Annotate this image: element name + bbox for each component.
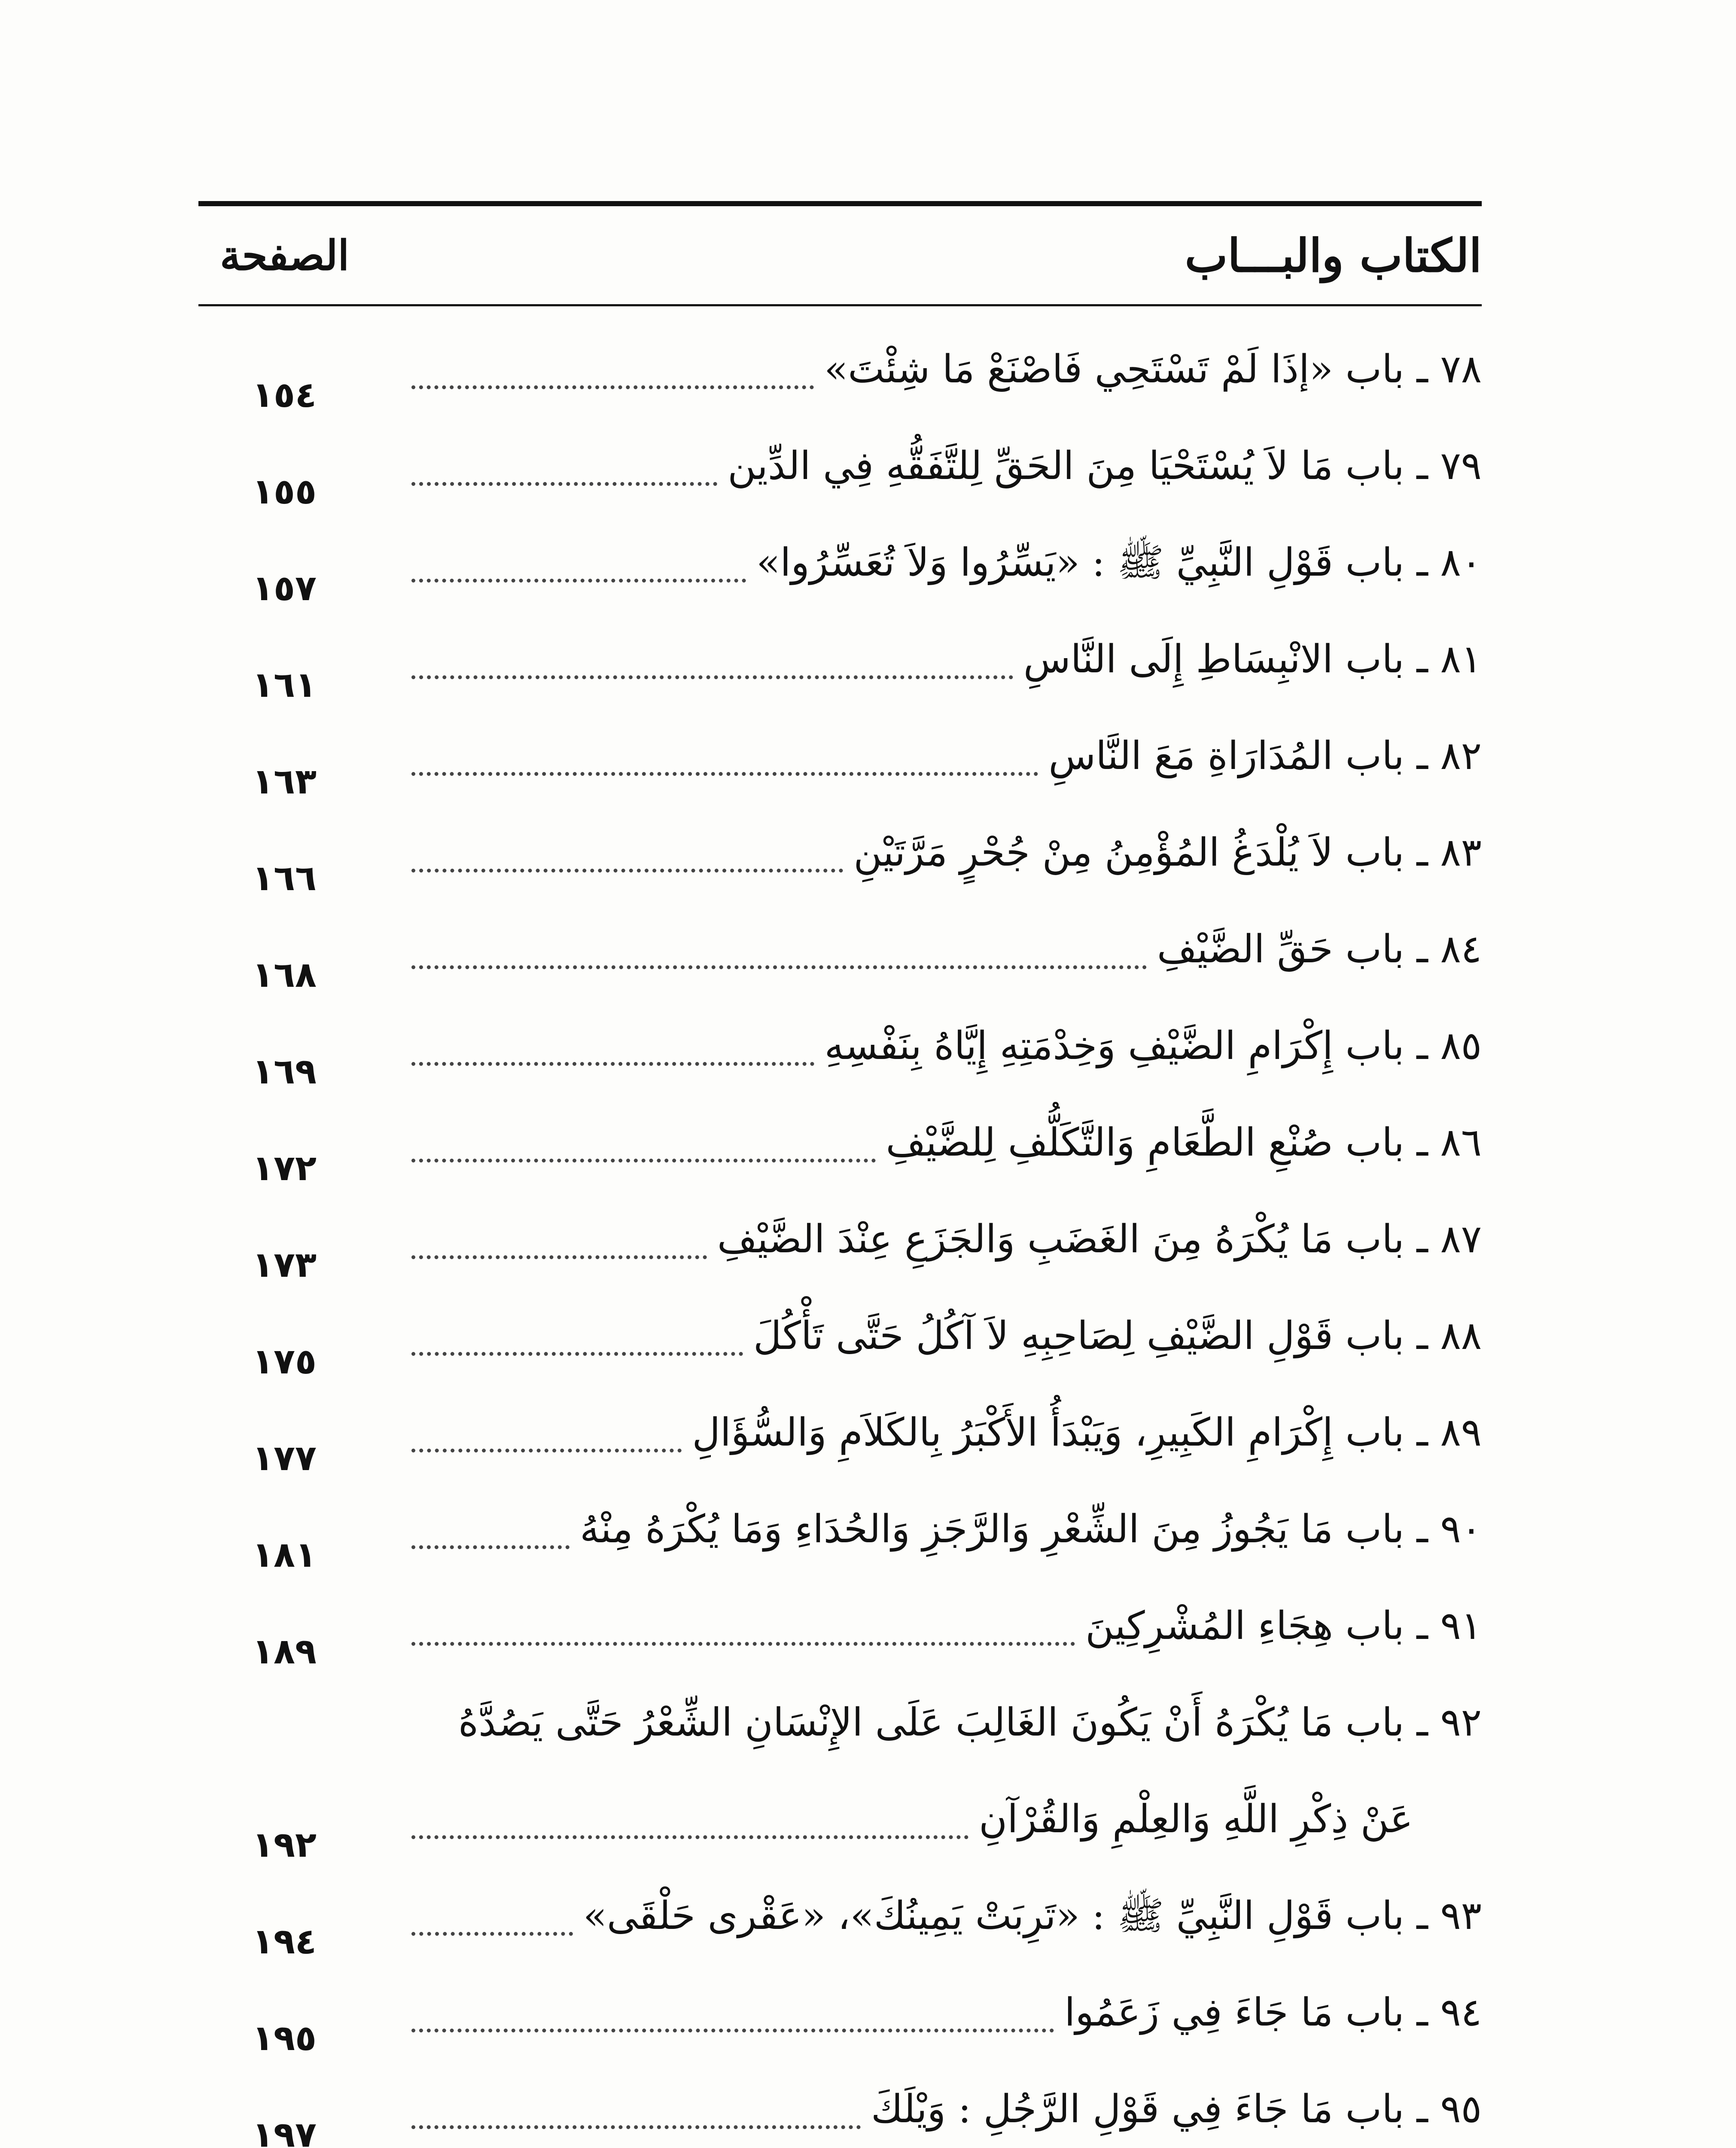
toc-entry-title: ٨٧ ـ باب مَا يُكْرَهُ مِنَ الغَضَبِ وَالجَزَعِ عِنْدَ الضَّيْفِ [717, 1217, 1482, 1262]
toc-entry-title: ٩٣ ـ باب قَوْلِ النَّبِيِّ ﷺ : «تَرِبَتْ يَمِينُكَ»، «عَقْرى حَلْقَى» [583, 1893, 1482, 1938]
dot-leader [411, 2029, 1054, 2032]
toc-entry-title: ٨٤ ـ باب حَقِّ الضَّيْفِ [1157, 927, 1482, 972]
dot-leader [411, 1835, 969, 1839]
dot-leader [411, 965, 1147, 969]
toc-page-number: ١٨٩ [252, 1631, 317, 1672]
toc-page-number: ١٥٤ [252, 375, 317, 415]
dot-leader [411, 385, 814, 389]
dot-leader [411, 1545, 570, 1549]
toc-entry-title: ٨٠ ـ باب قَوْلِ النَّبِيِّ ﷺ : «يَسِّرُوا وَلاَ تُعَسِّرُوا» [756, 540, 1482, 585]
toc-entry-title: ٨٦ ـ باب صُنْعِ الطَّعَامِ وَالتَّكَلُّفِ لِلضَّيْفِ [886, 1120, 1482, 1165]
toc-page-number: ١٦٦ [252, 858, 317, 899]
dot-leader [411, 1255, 707, 1259]
toc-page-number: ١٧٧ [252, 1438, 317, 1479]
toc-entry-title: ٧٩ ـ باب مَا لاَ يُسْتَحْيَا مِنَ الحَقِّ لِلتَّفَقُّهِ فِي الدِّين [728, 443, 1482, 488]
toc-entry-title: ٩٥ ـ باب مَا جَاءَ فِي قَوْلِ الرَّجُلِ : وَيْلَكَ [871, 2087, 1482, 2132]
toc-entry-title: ٨٨ ـ باب قَوْلِ الضَّيْفِ لِصَاحِبِهِ لاَ آكُلُ حَتَّى تَأْكُلَ [753, 1313, 1482, 1358]
dot-leader [411, 1352, 743, 1356]
toc-entry-title: ٩٤ ـ باب مَا جَاءَ فِي زَعَمُوا [1064, 1990, 1482, 2035]
toc-entry-title: ٧٨ ـ باب «إذَا لَمْ تَسْتَحِي فَاصْنَعْ مَا شِئْتَ» [824, 347, 1482, 392]
toc-entry-title: ٨٣ ـ باب لاَ يُلْدَغُ المُؤْمِنُ مِنْ جُحْرٍ مَرَّتَيْنِ [853, 830, 1482, 875]
dot-leader [411, 1642, 1075, 1646]
header-page-column: الصفحة [220, 231, 350, 280]
toc-page-number: ١٧٣ [252, 1245, 317, 1285]
toc-page-number: ١٥٧ [252, 568, 317, 609]
dot-leader [411, 2125, 861, 2129]
toc-entry-title: ٨١ ـ باب الانْبِسَاطِ إِلَى النَّاسِ [1023, 637, 1482, 682]
dot-leader [411, 772, 1038, 776]
toc-page-number: ١٨١ [252, 1535, 317, 1575]
toc-entry-title-continuation: عَنْ ذِكْرِ اللَّهِ وَالعِلْمِ وَالقُرْآنِ [979, 1797, 1413, 1842]
toc-entry-title: ٨٢ ـ باب المُدَارَاةِ مَعَ النَّاسِ [1048, 733, 1482, 778]
dot-leader [411, 1062, 814, 1066]
toc-page-number: ١٩٢ [252, 1825, 317, 1865]
dot-leader [411, 579, 746, 583]
toc-page-number: ١٦٩ [252, 1051, 317, 1092]
toc-entry-title: ٩٠ ـ باب مَا يَجُوزُ مِنَ الشِّعْرِ وَالرَّجَزِ وَالحُدَاءِ وَمَا يُكْرَهُ مِنْهُ [580, 1507, 1482, 1552]
dot-leader [411, 869, 843, 873]
toc-entry-title: ٨٩ ـ باب إِكْرَامِ الكَبِيرِ، وَيَبْدَأُ الأَكْبَرُ بِالكَلاَمِ وَالسُّؤَالِ [692, 1410, 1482, 1455]
header-title: الكتاب والبـــاب [1185, 229, 1482, 282]
toc-entry-title: ٨٥ ـ باب إِكْرَامِ الضَّيْفِ وَخِدْمَتِهِ إِيَّاهُ بِنَفْسِهِ [824, 1023, 1482, 1068]
dot-leader [411, 1932, 573, 1936]
toc-page-number: ١٧٥ [252, 1341, 317, 1382]
toc-page-number: ١٧٢ [252, 1148, 317, 1189]
dot-leader [411, 1449, 682, 1452]
toc-entry-title: ٩٢ ـ باب مَا يُكْرَهُ أَنْ يَكُونَ الغَالِبَ عَلَى الإِنْسَانِ الشِّعْرُ حَتَّى يَصُدَّهُ [458, 1700, 1482, 1745]
toc-page-number: ١٩٤ [252, 1921, 317, 1962]
dot-leader [411, 675, 1013, 679]
toc-page-number: ١٦٣ [252, 761, 317, 802]
dot-leader [411, 482, 717, 486]
toc-page-number: ١٦١ [252, 665, 317, 705]
toc-page-number: ١٩٥ [252, 2018, 317, 2059]
toc-entry-title: ٩١ ـ باب هِجَاءِ المُشْرِكِينَ [1085, 1603, 1482, 1648]
toc-page-number: ١٩٧ [252, 2114, 317, 2148]
toc-page-number: ١٦٨ [252, 955, 317, 995]
dot-leader [411, 1159, 876, 1162]
toc-page-number: ١٥٥ [252, 471, 317, 512]
